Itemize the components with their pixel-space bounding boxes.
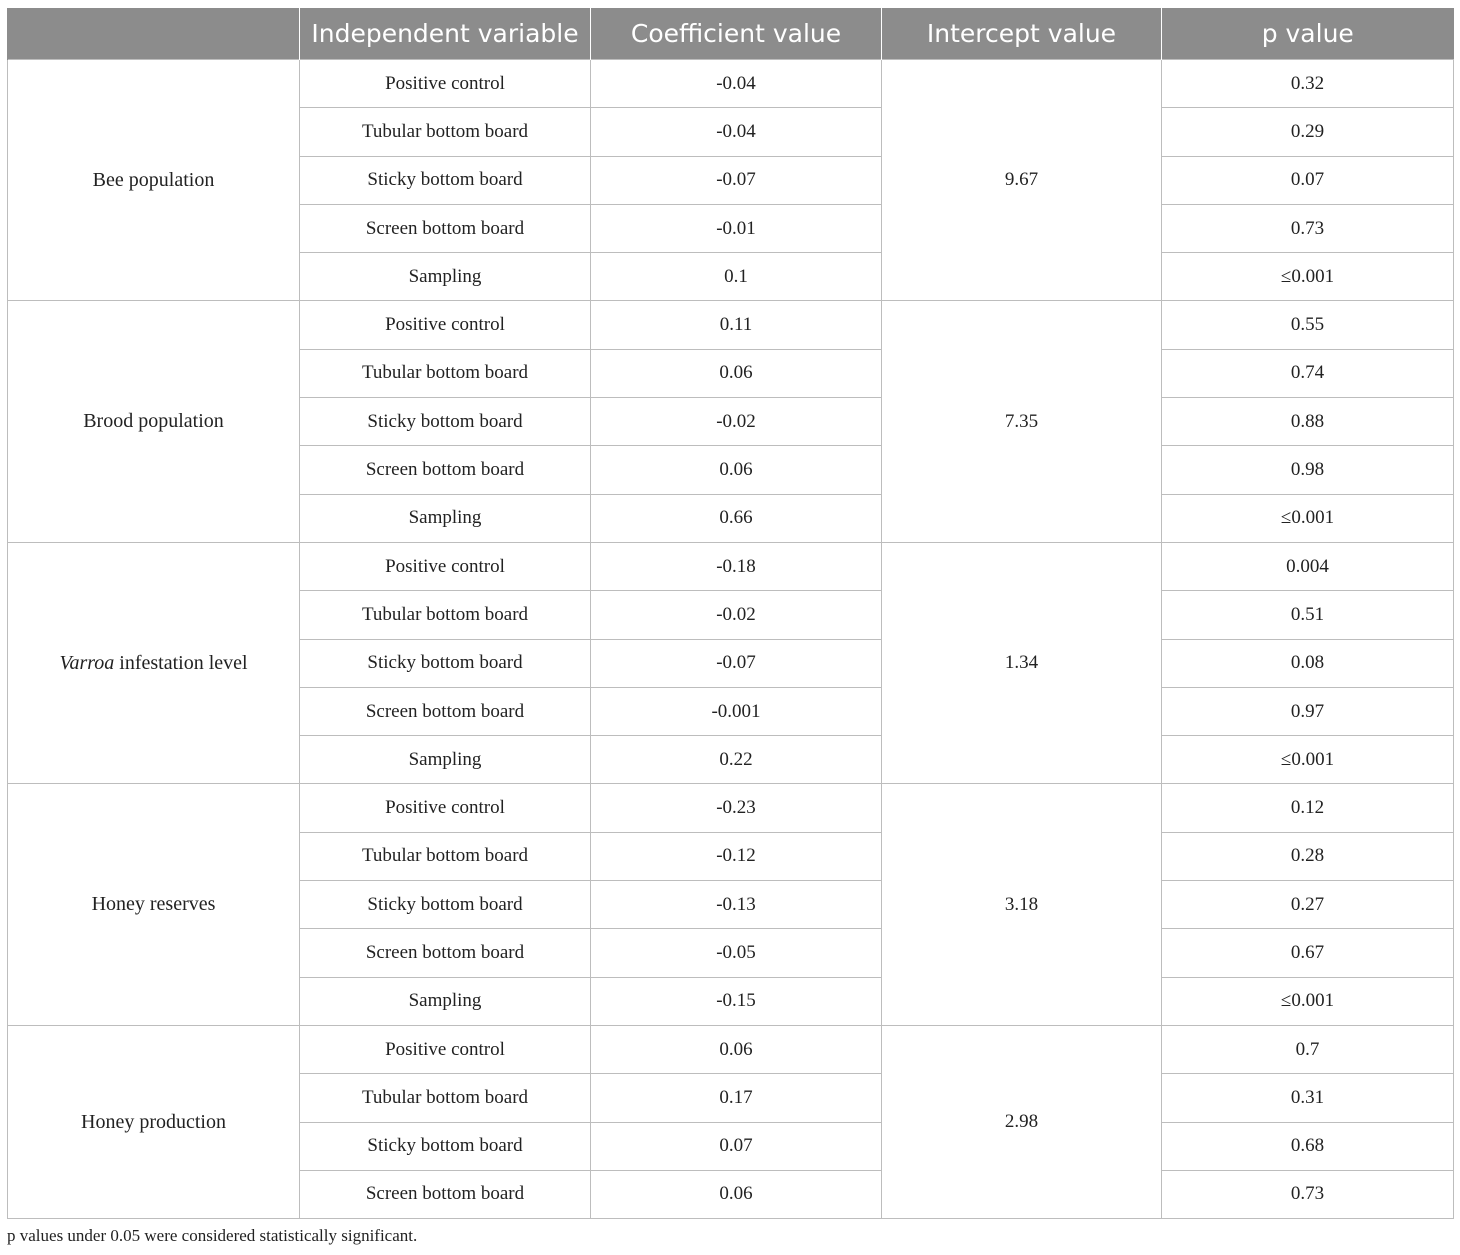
dependent-variable-italic: Varroa (59, 651, 115, 674)
p-value-cell: 0.68 (1162, 1122, 1454, 1170)
coefficient-cell: 0.06 (591, 446, 882, 494)
p-value-cell: 0.51 (1162, 591, 1454, 639)
independent-variable-cell: Sampling (300, 494, 591, 542)
coefficient-cell: -0.02 (591, 398, 882, 446)
table-row (8, 784, 1454, 832)
intercept-cell: 3.18 (882, 784, 1162, 1025)
independent-variable-cell: Screen bottom board (300, 1170, 591, 1218)
dependent-variable-cell (8, 542, 300, 783)
independent-variable-cell: Sticky bottom board (300, 1122, 591, 1170)
p-value-cell: 0.73 (1162, 204, 1454, 252)
independent-variable-cell: Positive control (300, 301, 591, 349)
regression-table (7, 8, 1454, 1219)
table-row (8, 1025, 1454, 1073)
independent-variable-cell: Sticky bottom board (300, 639, 591, 687)
coefficient-cell: 0.06 (591, 349, 882, 397)
coefficient-cell: 0.11 (591, 301, 882, 349)
p-value-cell: 0.7 (1162, 1025, 1454, 1073)
table-row (8, 542, 1454, 590)
p-value-cell: 0.12 (1162, 784, 1454, 832)
header-independent-variable: Independent variable (300, 8, 591, 60)
p-value-cell: 0.31 (1162, 1074, 1454, 1122)
coefficient-cell: 0.06 (591, 1170, 882, 1218)
header-row (8, 8, 1454, 60)
coefficient-cell: -0.13 (591, 881, 882, 929)
independent-variable-cell: Tubular bottom board (300, 832, 591, 880)
dependent-variable-label: Brood population (83, 410, 224, 433)
coefficient-cell: -0.23 (591, 784, 882, 832)
independent-variable-cell: Sampling (300, 977, 591, 1025)
coefficient-cell: 0.22 (591, 736, 882, 784)
independent-variable-cell: Sampling (300, 253, 591, 301)
independent-variable-cell: Sticky bottom board (300, 881, 591, 929)
independent-variable-cell: Tubular bottom board (300, 349, 591, 397)
coefficient-cell: 0.66 (591, 494, 882, 542)
coefficient-cell: -0.02 (591, 591, 882, 639)
independent-variable-cell: Positive control (300, 542, 591, 590)
p-value-cell: 0.32 (1162, 60, 1454, 108)
p-value-cell: 0.55 (1162, 301, 1454, 349)
header-p-value: p value (1162, 8, 1454, 60)
coefficient-cell: 0.17 (591, 1074, 882, 1122)
p-value-cell: 0.08 (1162, 639, 1454, 687)
independent-variable-cell: Screen bottom board (300, 446, 591, 494)
coefficient-cell: -0.05 (591, 929, 882, 977)
dependent-variable-cell (8, 784, 300, 1025)
dependent-variable-cell (8, 1025, 300, 1218)
p-value-cell: 0.98 (1162, 446, 1454, 494)
p-value-cell: 0.74 (1162, 349, 1454, 397)
coefficient-cell: -0.15 (591, 977, 882, 1025)
p-value-cell: ≤0.001 (1162, 253, 1454, 301)
independent-variable-cell: Screen bottom board (300, 929, 591, 977)
table-footnote: p values under 0.05 were considered statistically significant. (7, 1226, 418, 1245)
coefficient-cell: -0.18 (591, 542, 882, 590)
header-dependent-variable (8, 8, 300, 60)
header-intercept-value: Intercept value (882, 8, 1162, 60)
coefficient-cell: -0.07 (591, 639, 882, 687)
coefficient-cell: -0.01 (591, 204, 882, 252)
table-row (8, 301, 1454, 349)
p-value-cell: ≤0.001 (1162, 977, 1454, 1025)
coefficient-cell: -0.07 (591, 156, 882, 204)
intercept-cell: 1.34 (882, 542, 1162, 783)
coefficient-cell: 0.07 (591, 1122, 882, 1170)
table-row (8, 60, 1454, 108)
independent-variable-cell: Screen bottom board (300, 204, 591, 252)
p-value-cell: 0.73 (1162, 1170, 1454, 1218)
p-value-cell: 0.97 (1162, 687, 1454, 735)
p-value-cell: 0.07 (1162, 156, 1454, 204)
p-value-cell: 0.004 (1162, 542, 1454, 590)
independent-variable-cell: Screen bottom board (300, 687, 591, 735)
p-value-cell: 0.27 (1162, 881, 1454, 929)
independent-variable-cell: Tubular bottom board (300, 108, 591, 156)
coefficient-cell: -0.04 (591, 60, 882, 108)
coefficient-cell: -0.04 (591, 108, 882, 156)
p-value-cell: 0.29 (1162, 108, 1454, 156)
intercept-cell: 7.35 (882, 301, 1162, 542)
coefficient-cell: -0.12 (591, 832, 882, 880)
dependent-variable-cell (8, 60, 300, 301)
p-value-cell: ≤0.001 (1162, 494, 1454, 542)
independent-variable-cell: Tubular bottom board (300, 591, 591, 639)
table-body (8, 60, 1454, 1219)
p-value-cell: 0.28 (1162, 832, 1454, 880)
independent-variable-cell: Positive control (300, 784, 591, 832)
header-coefficient-value: Coefficient value (591, 8, 882, 60)
independent-variable-cell: Tubular bottom board (300, 1074, 591, 1122)
dependent-variable-label: Honey production (81, 1110, 226, 1133)
independent-variable-cell: Sticky bottom board (300, 156, 591, 204)
p-value-cell: ≤0.001 (1162, 736, 1454, 784)
coefficient-cell: 0.06 (591, 1025, 882, 1073)
dependent-variable-label: infestation level (114, 651, 248, 674)
coefficient-cell: 0.1 (591, 253, 882, 301)
independent-variable-cell: Sampling (300, 736, 591, 784)
independent-variable-cell: Positive control (300, 60, 591, 108)
dependent-variable-label: Honey reserves (91, 893, 216, 916)
regression-table-container (7, 8, 1453, 1219)
p-value-cell: 0.67 (1162, 929, 1454, 977)
coefficient-cell: -0.001 (591, 687, 882, 735)
dependent-variable-cell (8, 301, 300, 542)
independent-variable-cell: Sticky bottom board (300, 398, 591, 446)
intercept-cell: 9.67 (882, 60, 1162, 301)
dependent-variable-label: Bee population (92, 168, 215, 191)
independent-variable-cell: Positive control (300, 1025, 591, 1073)
intercept-cell: 2.98 (882, 1025, 1162, 1218)
p-value-cell: 0.88 (1162, 398, 1454, 446)
